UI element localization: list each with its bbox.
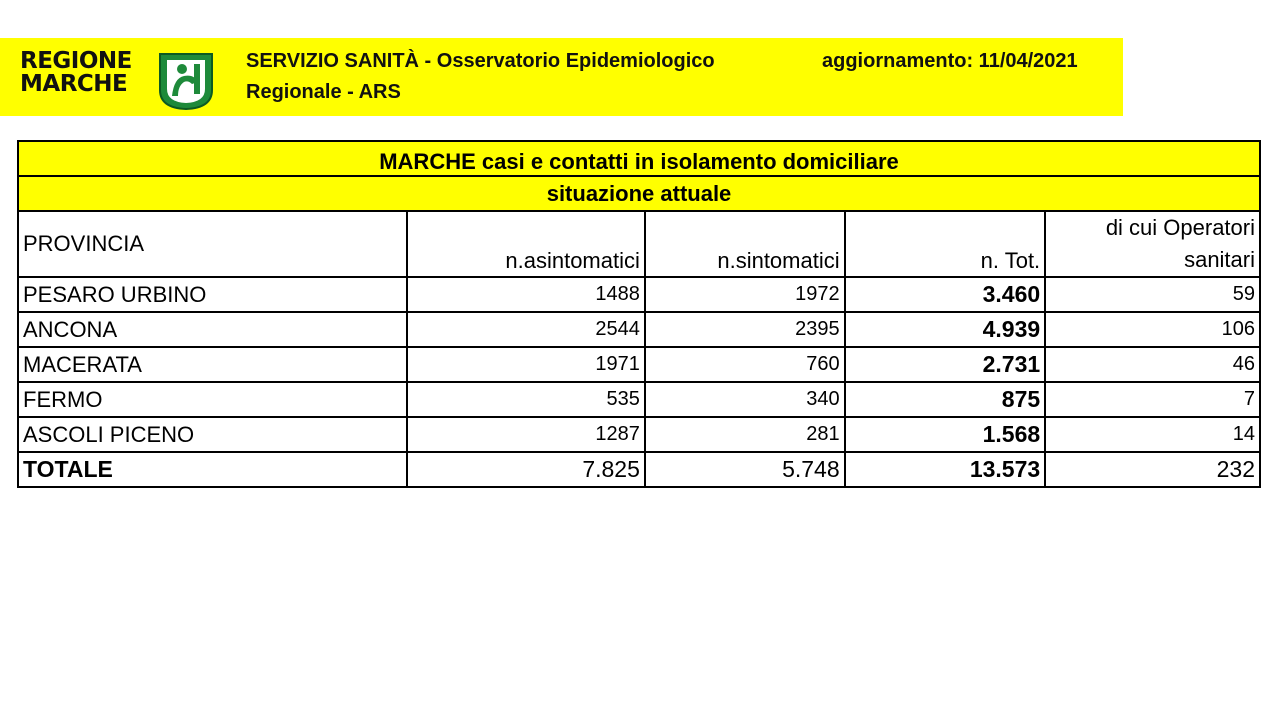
table-row — [18, 312, 1260, 347]
table-row — [18, 277, 1260, 312]
column-header-operatori-line-2: sanitari — [1184, 247, 1255, 272]
cell-asintomatici: 1971 — [407, 347, 645, 382]
cell-tot: 1.568 — [845, 417, 1046, 452]
column-header-row — [18, 211, 1260, 277]
total-row — [18, 452, 1260, 487]
cell-sintomatici: 760 — [645, 347, 845, 382]
logo-line-1: REGIONE — [20, 48, 132, 74]
isolation-table — [17, 140, 1261, 488]
cell-operatori: 7 — [1045, 382, 1260, 417]
column-header-asintomatici: n.asintomatici — [407, 211, 645, 277]
cell-provincia: PESARO URBINO — [18, 277, 407, 312]
table-row — [18, 417, 1260, 452]
cell-tot: 4.939 — [845, 312, 1046, 347]
column-header-operatori — [1045, 211, 1260, 277]
cell-sintomatici: 2395 — [645, 312, 845, 347]
regione-marche-logo — [20, 50, 220, 112]
column-header-operatori-line-1: di cui Operatori — [1105, 215, 1255, 240]
total-tot: 13.573 — [845, 452, 1046, 487]
cell-sintomatici: 281 — [645, 417, 845, 452]
total-label: TOTALE — [18, 452, 407, 487]
cell-operatori: 59 — [1045, 277, 1260, 312]
cell-tot: 875 — [845, 382, 1046, 417]
logo-text — [20, 50, 132, 96]
cell-operatori: 106 — [1045, 312, 1260, 347]
cell-asintomatici: 535 — [407, 382, 645, 417]
cell-asintomatici: 1488 — [407, 277, 645, 312]
column-header-sintomatici: n.sintomatici — [645, 211, 845, 277]
table-title-row — [18, 141, 1260, 176]
cell-operatori: 14 — [1045, 417, 1260, 452]
column-header-provincia: PROVINCIA — [18, 211, 407, 277]
cell-tot: 3.460 — [845, 277, 1046, 312]
header-title-line-1: SERVIZIO SANITÀ - Osservatorio Epidemiologico — [246, 50, 715, 72]
cell-asintomatici: 1287 — [407, 417, 645, 452]
table-row — [18, 347, 1260, 382]
cell-provincia: ANCONA — [18, 312, 407, 347]
cell-asintomatici: 2544 — [407, 312, 645, 347]
cell-provincia: MACERATA — [18, 347, 407, 382]
table-title: MARCHE casi e contatti in isolamento domiciliare — [18, 141, 1260, 176]
column-header-tot: n. Tot. — [845, 211, 1046, 277]
total-operatori: 232 — [1045, 452, 1260, 487]
total-sintomatici: 5.748 — [645, 452, 845, 487]
cell-provincia: ASCOLI PICENO — [18, 417, 407, 452]
total-asintomatici: 7.825 — [407, 452, 645, 487]
cell-tot: 2.731 — [845, 347, 1046, 382]
logo-line-2: MARCHE — [20, 71, 128, 97]
cell-operatori: 46 — [1045, 347, 1260, 382]
table-subtitle: situazione attuale — [18, 176, 1260, 211]
cell-provincia: FERMO — [18, 382, 407, 417]
header-title — [246, 46, 715, 108]
update-date: aggiornamento: 11/04/2021 — [822, 50, 1078, 72]
cell-sintomatici: 340 — [645, 382, 845, 417]
shield-emblem-icon — [158, 52, 214, 110]
header-title-line-2: Regionale - ARS — [246, 81, 401, 103]
cell-sintomatici: 1972 — [645, 277, 845, 312]
table-subtitle-row — [18, 176, 1260, 211]
table-row — [18, 382, 1260, 417]
